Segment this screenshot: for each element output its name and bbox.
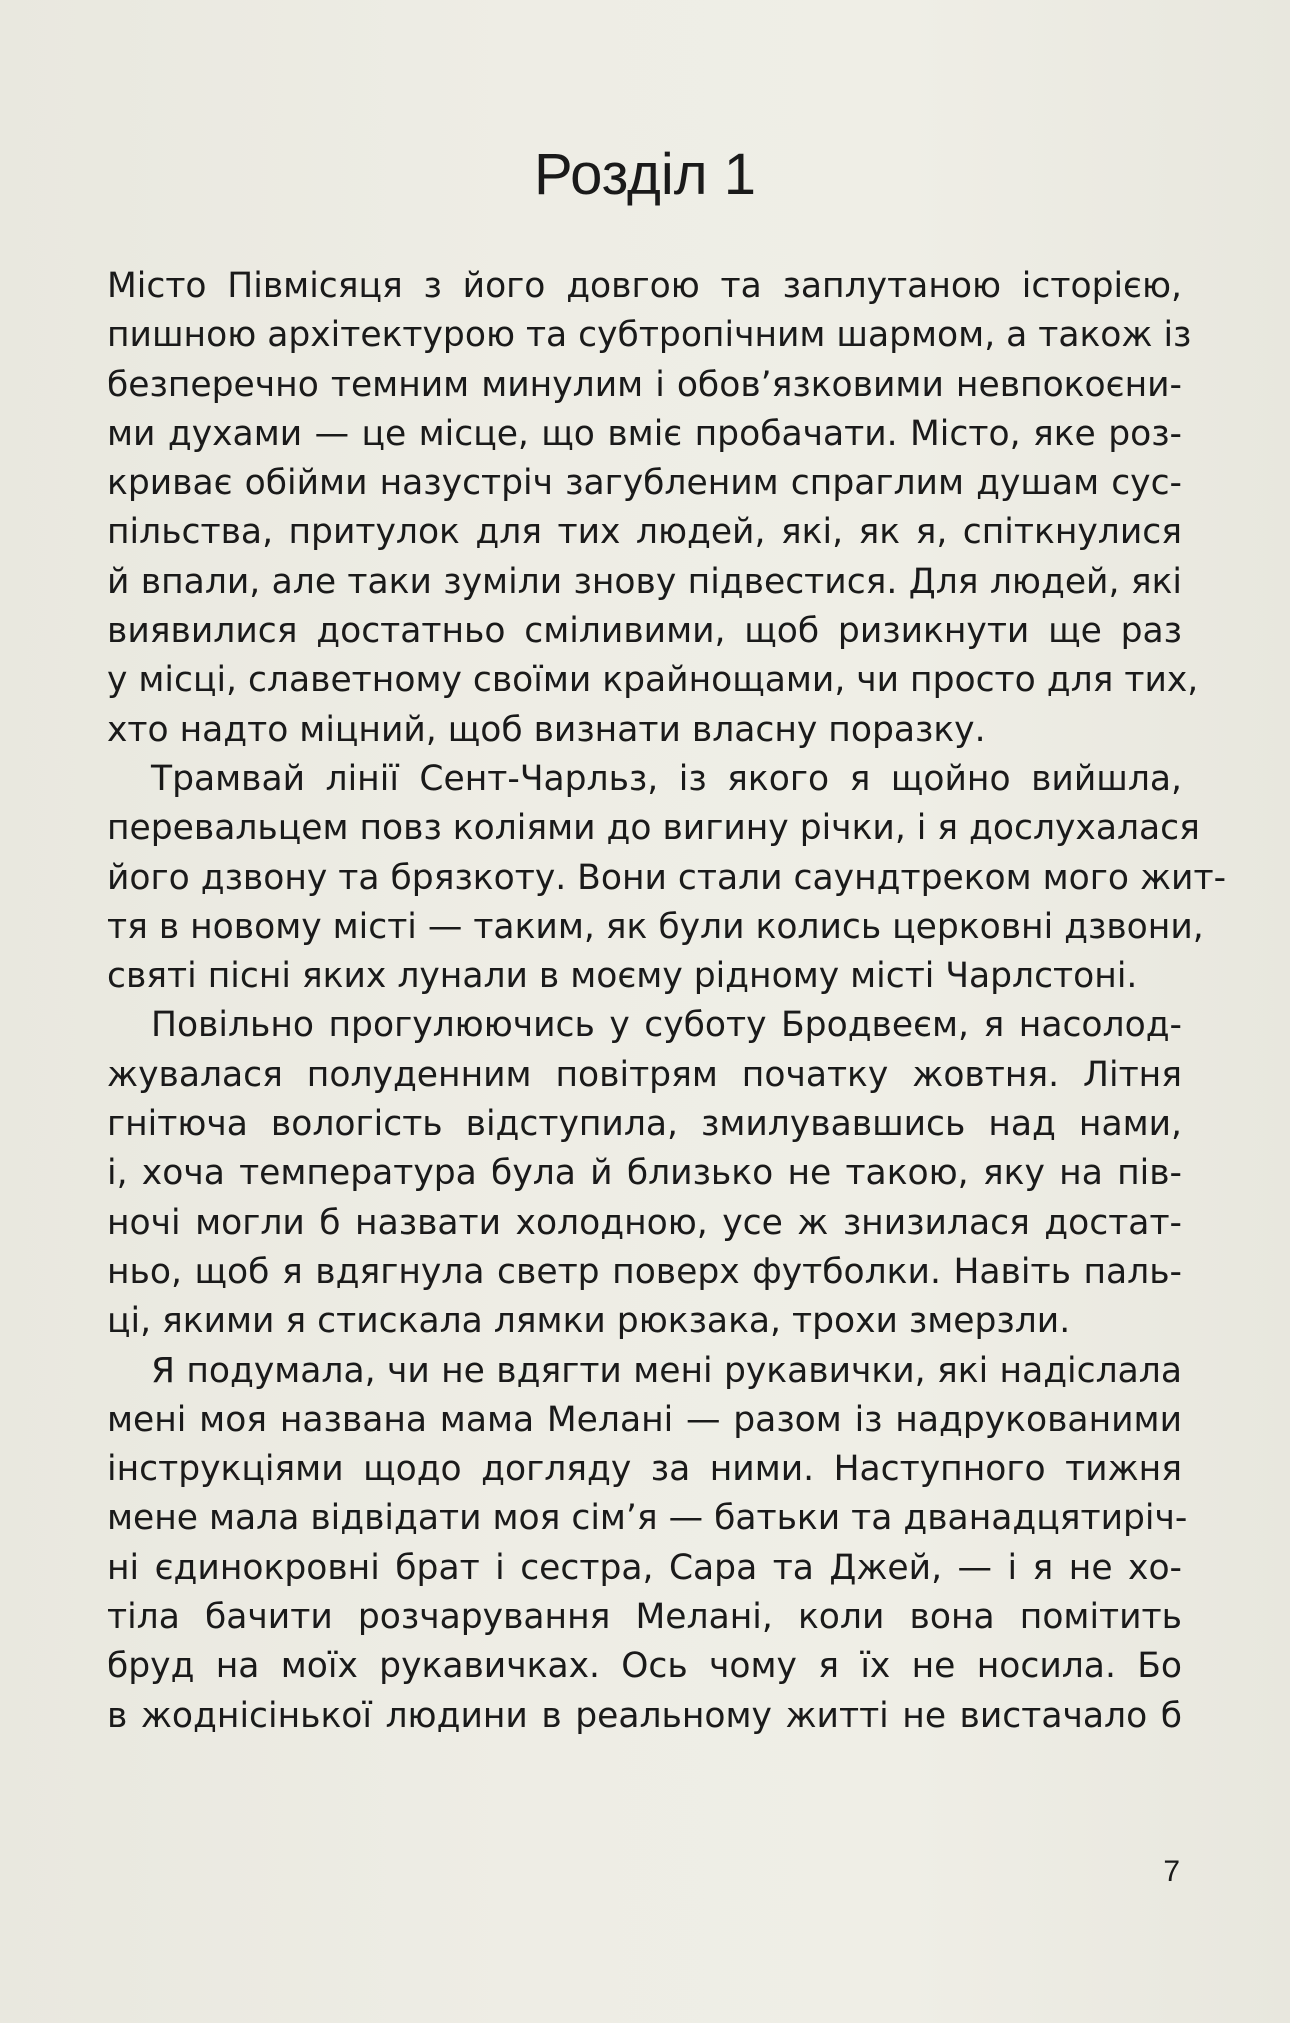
text-line: виявилися достатньо сміливими, щоб ризикнути ще раз — [107, 611, 1182, 652]
text-line: і, хоча температура була й близько не такою, яку на пів- — [107, 1153, 1182, 1194]
text-line: пільства, притулок для тих людей, які, як я, спіткнулися — [107, 512, 1182, 553]
text-line: Повільно прогулюючись у суботу Бродвеєм, я насолод- — [151, 1005, 1182, 1046]
text-line: його дзвону та брязкоту. Вони стали саундтреком мого жит- — [107, 857, 1227, 898]
text-line: жувалася полуденним повітрям початку жовтня. Літня — [107, 1054, 1182, 1095]
text-line: тіла бачити розчарування Мелані, коли вона помітить — [107, 1597, 1182, 1638]
text-line: у місці, славетному своїми крайнощами, чи просто для тих, — [107, 660, 1199, 701]
text-line: безперечно темним минулим і обов’язковими невпокоєни- — [107, 364, 1182, 405]
text-line: криває обійми назустріч загубленим спраглим душам сус- — [107, 463, 1182, 504]
text-line: бруд на моїх рукавичках. Ось чому я їх не носила. Бо — [107, 1646, 1182, 1687]
text-line: мені моя названа мама Мелані — разом із надрукованими — [107, 1399, 1182, 1440]
text-line: в жоднісінької людини в реальному житті не вистачало б — [107, 1695, 1182, 1736]
text-line: гнітюча вологість відступила, змилувавшись над нами, — [107, 1104, 1182, 1145]
text-line: ньо, щоб я вдягнула светр поверх футболки. Навіть паль- — [107, 1251, 1182, 1292]
body-text — [107, 262, 1227, 1741]
text-line: мене мала відвідати моя сім’я — батьки та дванадцятиріч- — [107, 1498, 1188, 1539]
text-line: ночі могли б назвати холодною, усе ж знизилася достат- — [107, 1202, 1182, 1243]
text-line: перевальцем повз коліями до вигину річки, і я дослухалася — [107, 808, 1200, 849]
text-line: тя в новому місті — таким, як були колись церковні дзвони, — [107, 906, 1204, 947]
text-line: Трамвай лінії Сент-Чарльз, із якого я щойно вийшла, — [151, 758, 1182, 799]
chapter-title: Розділ 1 — [533, 142, 756, 207]
text-line: Місто Півмісяця з його довгою та заплутаною історією, — [107, 266, 1182, 306]
text-line: ми духами — це місце, що вміє пробачати. Місто, яке роз- — [107, 413, 1182, 454]
text-line: ні єдинокровні брат і сестра, Сара та Джей, — і я не хо- — [107, 1547, 1182, 1588]
text-line: інструкціями щодо догляду за ними. Наступного тижня — [107, 1449, 1182, 1490]
text-line: святі пісні яких лунали в моєму рідному місті Чарлстоні. — [107, 956, 1138, 997]
text-line: й впали, але таки зуміли знову підвестися. Для людей, які — [107, 561, 1182, 602]
text-line: пишною архітектурою та субтропічним шармом, а також із — [107, 315, 1192, 356]
page-number: 7 — [1163, 1855, 1180, 1888]
text-line: ці, якими я стискала лямки рюкзака, трохи змерзли. — [107, 1301, 1071, 1342]
text-line: Я подумала, чи не вдягти мені рукавички, які надіслала — [151, 1350, 1182, 1391]
text-line: хто надто міцний, щоб визнати власну поразку. — [107, 709, 986, 750]
